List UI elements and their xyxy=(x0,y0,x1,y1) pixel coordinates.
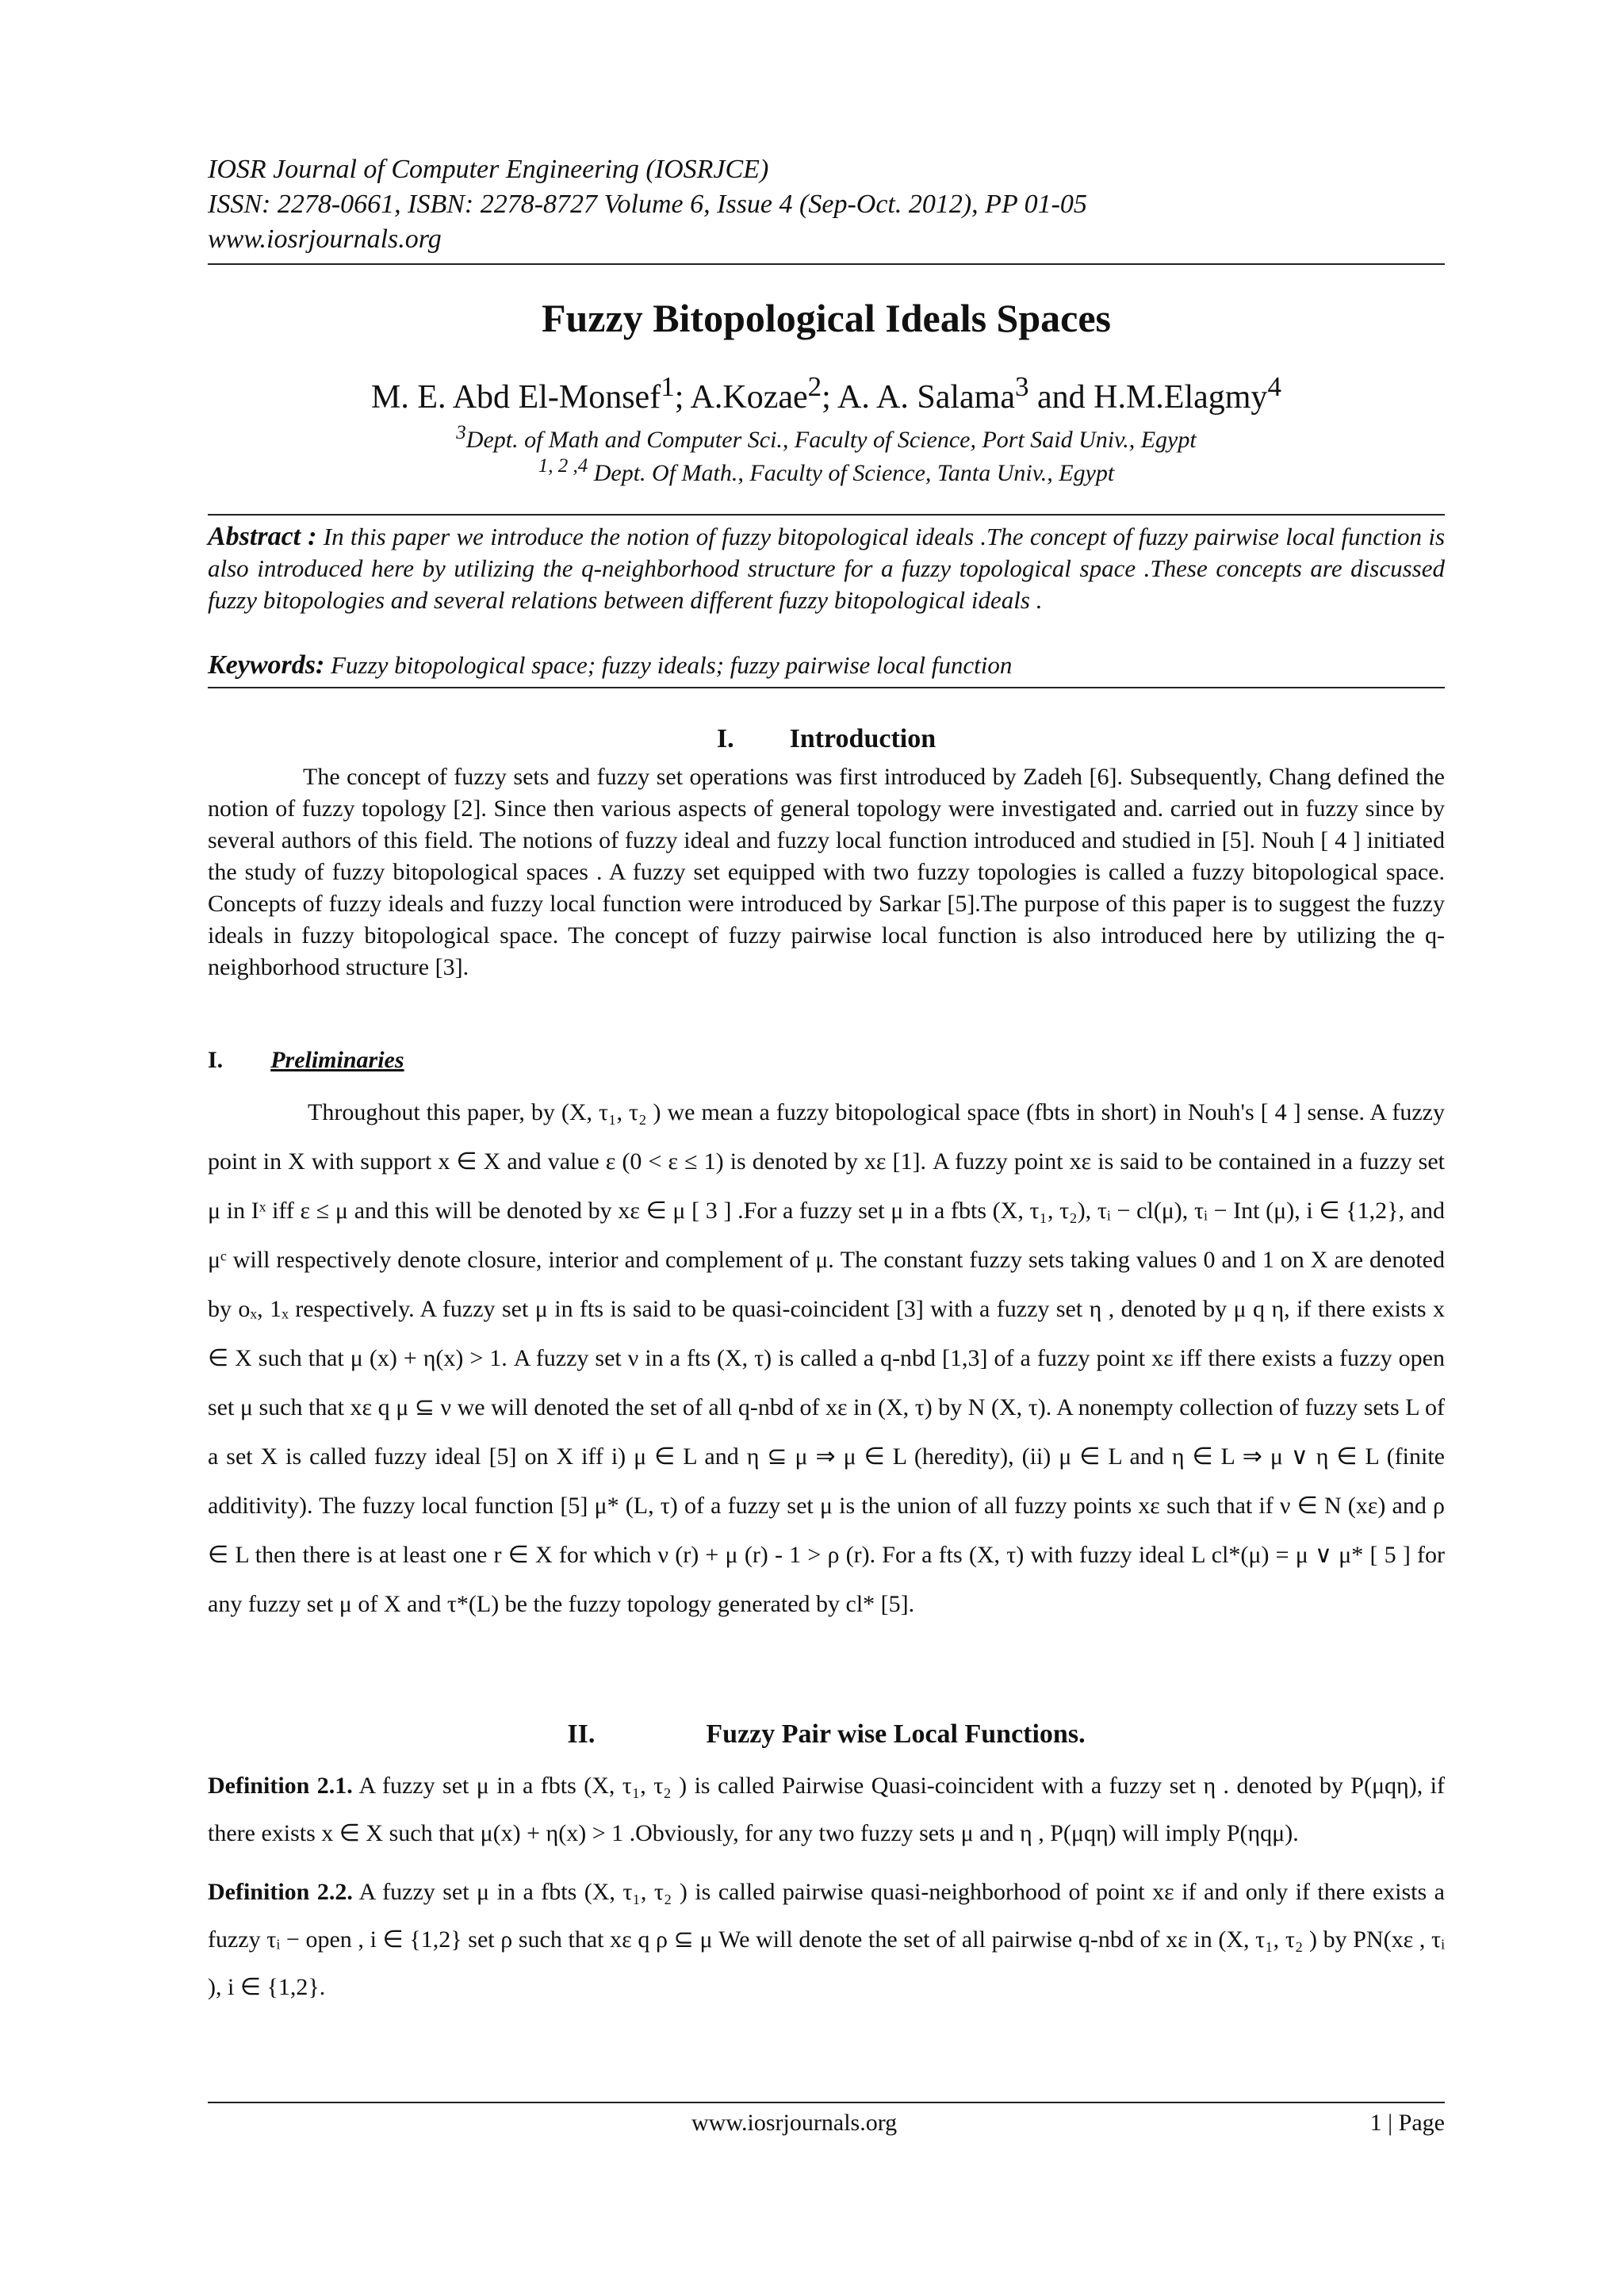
definition-text: A fuzzy set μ in a fbts (X, τ₁, τ₂ ) is called pairwise quasi-neighborhood of point xε if and only if there exists a fuzzy τᵢ − open , i ∈ {1,2} set ρ such that xε q ρ ⊆ μ We will denote the set of all pairwise q-nbd of xε in (X, τ₁, τ₂ ) by PN(xε , τᵢ ), i ∈ {1,2}. xyxy=(208,1879,1445,2000)
section-heading-local-functions xyxy=(208,1719,1445,1750)
section-title: Fuzzy Pair wise Local Functions. xyxy=(706,1719,1086,1749)
affiliation-1 xyxy=(208,422,1445,454)
definition-2-2 xyxy=(208,1869,1445,2011)
affiliation-2 xyxy=(208,455,1445,487)
journal-name: IOSR Journal of Computer Engineering (IOSRJCE) xyxy=(208,155,769,184)
author-3-sup: 3 xyxy=(1014,371,1029,402)
header-rule xyxy=(208,263,1445,265)
abstract xyxy=(208,521,1445,616)
page-number: 1 | Page xyxy=(1369,2110,1445,2136)
definition-label: Definition 2.1. xyxy=(208,1773,353,1799)
section-number: II. xyxy=(567,1719,596,1749)
keywords-label: Keywords: xyxy=(208,650,325,680)
author-2: ; A.Kozae xyxy=(674,379,808,416)
definition-label: Definition 2.2. xyxy=(208,1879,353,1905)
author-2-sup: 2 xyxy=(807,371,822,402)
definitions xyxy=(208,1762,1445,2022)
journal-site[interactable]: www.iosrjournals.org xyxy=(208,224,442,254)
preliminaries-body xyxy=(208,1088,1445,1629)
abstract-text: In this paper we introduce the notion of fuzzy bitopological ideals .The concept of fuzzy pairwise local function is also introduced here by utilizing the q-neighborhood structure for a fuzzy topological space .These concepts are discussed fuzzy bitopologies and several relations between different fuzzy bitopological ideals . xyxy=(208,523,1446,614)
keywords-text: Fuzzy bitopological space; fuzzy ideals; fuzzy pairwise local function xyxy=(324,651,1013,679)
affiliation-2-text: Dept. Of Math., Faculty of Science, Tanta Univ., Egypt xyxy=(588,460,1115,486)
preliminaries-paragraph: Throughout this paper, by (X, τ₁, τ₂ ) we mean a fuzzy bitopological space (fbts in short) in Nouh's [ 4 ] sense. A fuzzy point in X with support x ∈ X and value ε (0 < ε ≤ 1) is denoted by xε [1]. A fuzzy point xε is said to be contained in a fuzzy set μ in Iˣ iff ε ≤ μ and this will be denoted by xε ∈ μ [ 3 ] .For a fuzzy set μ in a fbts (X, τ₁, τ₂), τᵢ − cl(μ), τᵢ − Int (μ), i ∈ {1,2}, and μᶜ will respectively denote closure, interior and complement of μ. The constant fuzzy sets taking values 0 and 1 on X are denoted by oₓ, 1ₓ respectively. A fuzzy set μ in fts is said to be quasi-coincident [3] with a fuzzy set η , denoted by μ q η, if there exists x ∈ X such that μ (x) + η(x) > 1. A fuzzy set ν in a fts (X, τ) is called a q-nbd [1,3] of a fuzzy point xε iff there exists a fuzzy open set μ such that xε q μ ⊆ ν we will denoted the set of all q-nbd of xε in (X, τ) by N (X, τ). A nonempty collection of fuzzy sets L of a set X is called fuzzy ideal [5] on X iff i) μ ∈ L and η ⊆ μ ⇒ μ ∈ L (heredity), (ii) μ ∈ L and η ∈ L ⇒ μ ∨ η ∈ L (finite additivity). The fuzzy local function [5] μ* (L, τ) of a fuzzy set μ is the union of all fuzzy points xε such that if ν ∈ N (xε) and ρ ∈ L then there is at least one r ∈ X for which ν (r) + μ (r) - 1 > ρ (r). For a fts (X, τ) with fuzzy ideal L cl*(μ) = μ ∨ μ* [ 5 ] for any fuzzy set μ of X and τ*(L) be the fuzzy topology generated by cl* [5]. xyxy=(208,1099,1445,1617)
section-title: Preliminaries xyxy=(270,1047,404,1073)
definition-text: A fuzzy set μ in a fbts (X, τ₁, τ₂ ) is called Pairwise Quasi-coincident with a fuzzy set η . denoted by P(μqη), if there exists x ∈ X such that μ(x) + η(x) > 1 .Obviously, for any two fuzzy sets μ and η , P(μqη) will imply P(ηqμ). xyxy=(208,1773,1445,1846)
section-number: I. xyxy=(716,724,734,753)
journal-header xyxy=(208,152,1445,257)
section-number: I. xyxy=(208,1047,224,1073)
abstract-rule-bottom xyxy=(208,687,1445,688)
section-heading-introduction xyxy=(208,724,1445,754)
author-1: M. E. Abd El-Monsef xyxy=(371,379,661,416)
definition-2-1 xyxy=(208,1762,1445,1857)
paper-title: Fuzzy Bitopological Ideals Spaces xyxy=(541,296,1112,340)
affiliation-2-sup: 1, 2 ,4 xyxy=(538,455,588,477)
abstract-rule-top xyxy=(208,514,1445,516)
keywords xyxy=(208,650,1445,680)
introduction-paragraph: The concept of fuzzy sets and fuzzy set operations was first introduced by Zadeh [6]. Subsequently, Chang defined the notion of fuzzy topology [2]. Since then various aspects of general topology were investigated and. carried out in fuzzy since by several authors of this field. The notions of fuzzy ideal and fuzzy local function introduced and studied in [5]. Nouh [ 4 ] initiated the study of fuzzy bitopological spaces . A fuzzy set equipped with two fuzzy topologies is called a fuzzy bitopological space. Concepts of fuzzy ideals and fuzzy local function were introduced by Sarkar [5].The purpose of this paper is to suggest the fuzzy ideals in fuzzy bitopological space. The concept of fuzzy pairwise local function is also introduced here by utilizing the q-neighborhood structure [3]. xyxy=(208,764,1445,980)
footer-site[interactable]: www.iosrjournals.org xyxy=(691,2110,898,2136)
section-title: Introduction xyxy=(789,724,936,753)
introduction-body xyxy=(208,761,1445,983)
author-4-sup: 4 xyxy=(1267,371,1281,402)
section-heading-preliminaries xyxy=(208,1047,404,1074)
author-4: and H.M.Elagmy xyxy=(1028,379,1268,416)
affiliation-1-text: Dept. of Math and Computer Sci., Faculty of Science, Port Said Univ., Egypt xyxy=(465,427,1197,453)
author-3: ; A. A. Salama xyxy=(822,379,1015,416)
author-1-sup: 1 xyxy=(661,371,675,402)
affiliation-1-sup: 3 xyxy=(456,422,466,443)
journal-issn: ISSN: 2278-0661, ISBN: 2278-8727 Volume 6, Issue 4 (Sep-Oct. 2012), PP 01-05 xyxy=(208,190,1087,219)
abstract-label: Abstract : xyxy=(208,522,317,551)
footer-rule xyxy=(208,2102,1445,2103)
author-list xyxy=(208,371,1445,416)
